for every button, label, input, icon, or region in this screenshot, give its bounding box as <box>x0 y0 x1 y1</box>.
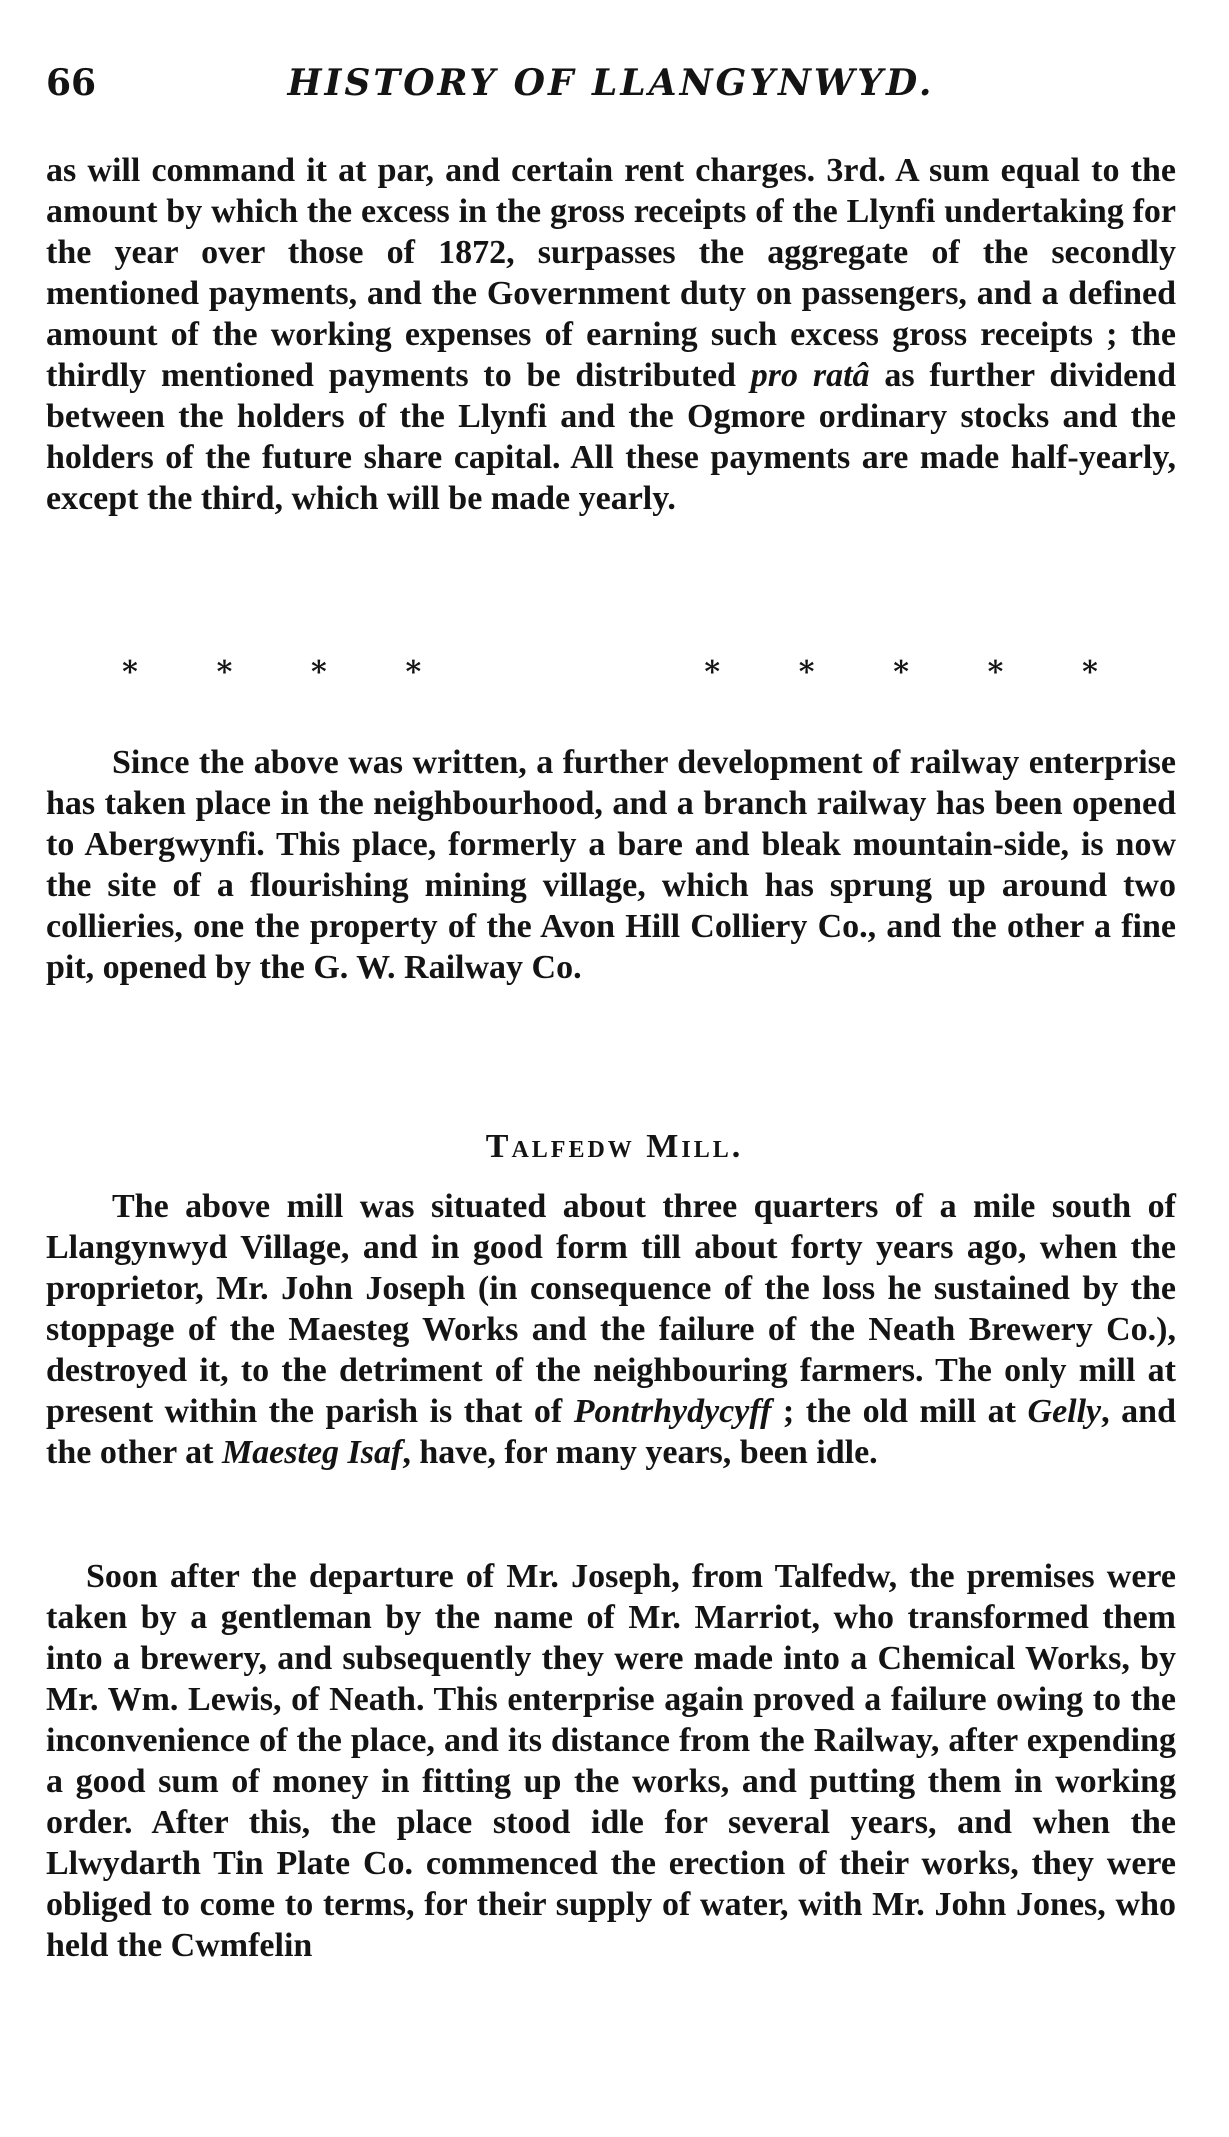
italic-term: Pontrhydycyff <box>573 1393 772 1430</box>
separator-asterisk: * <box>311 655 327 690</box>
italic-term: Maesteg Isaf <box>221 1434 403 1471</box>
page-number: 66 <box>46 62 97 104</box>
separator-asterisk: * <box>122 655 138 690</box>
separator-asterisk: * <box>987 655 1004 690</box>
italic-term: Gelly <box>1027 1393 1102 1430</box>
separator-asterisk: * <box>798 655 815 690</box>
separator-asterisk: * <box>704 655 721 690</box>
paragraph-abergwynfi-railway: Since the above was written, a further development of railway enterprise has taken place in the neighbourhood, and a branch railway has been opened to Abergwynfi. This place, formerly a bare and bleak mountain-side, is now the site of a flourishing mining village, which has sprung up around two collieries, one the property of the Avon Hill Colliery Co., and the other a fine pit, opened by the G. W. Railway Co. <box>46 744 1176 986</box>
separator-asterisk: * <box>405 655 422 690</box>
page-header <box>46 62 1176 112</box>
section-heading: Talfedw Mill. <box>485 1128 744 1165</box>
italic-term: pro ratâ <box>750 357 870 394</box>
paragraph-rent-charges: as will command it at par, and certain rent charges. 3rd. A sum equal to the amount by which the excess in the gross receipts of the Llynfi undertaking for the year over those of 1872, surpasses the aggregate of the secondly mentioned payments, and the Government duty on passengers, and a defined amount of the working expenses of earning such excess gross receipts ; the thirdly mentioned payments to be distributed pro ratâ as further dividend between the holders of the Llynfi and the Ogmore ordinary stocks and the holders of the future share capital. All these payments are made half-yearly, except the third, which will be made yearly. <box>46 152 1176 517</box>
running-head: HISTORY OF LLANGYNWYD. <box>287 62 935 104</box>
paragraph-talfedw-premises: Soon after the departure of Mr. Joseph, from Talfedw, the premises were taken by a gentleman by the name of Mr. Marriot, who transformed them into a brewery, and subsequently they were made into a Chemical Works, by Mr. Wm. Lewis, of Neath. This enterprise again proved a failure owing to the inconvenience of the place, and its distance from the Railway, after expending a good sum of money in fitting up the works, and putting them in working order. After this, the place stood idle for several years, and when the Llwydarth Tin Plate Co. commenced the erection of their works, they were obliged to come to terms, for their supply of water, with Mr. John Jones, who held the Cwmfelin <box>46 1558 1176 1964</box>
paragraph-talfedw-mill: The above mill was situated about three quarters of a mile south of Llangynwyd Village, and in good form till about forty years ago, when the proprietor, Mr. John Joseph (in consequence of the loss he sustained by the stoppage of the Maesteg Works and the failure of the Neath Brewery Co.), destroyed it, to the detriment of the neighbouring farmers. The only mill at present within the parish is that of Pontrhydycyff ; the old mill at Gelly, and the other at Maesteg Isaf, have, for many years, been idle. <box>46 1188 1176 1471</box>
separator-asterisk: * <box>216 655 233 690</box>
separator-asterisk: * <box>1082 655 1098 690</box>
section-separator <box>110 655 1110 695</box>
separator-asterisk: * <box>893 655 909 690</box>
